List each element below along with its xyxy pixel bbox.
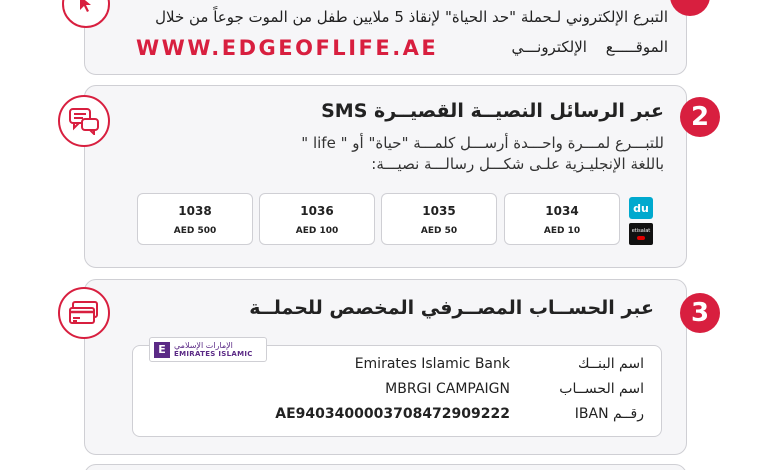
shortcode-amount: AED 100	[295, 226, 339, 236]
shortcode-amount: AED 500	[173, 226, 217, 236]
credit-card-icon	[68, 300, 100, 326]
du-logo-icon	[629, 197, 653, 219]
emirates-islamic-logo	[149, 337, 267, 362]
next-card	[84, 464, 687, 470]
etisalat-label: etisalat	[631, 228, 651, 234]
bank-name-value: Emirates Islamic Bank	[354, 356, 510, 372]
shortcode-amount: AED 50	[420, 226, 458, 236]
mouse-click-icon	[74, 0, 98, 16]
shortcode-number: 1034	[545, 204, 579, 218]
emirates-islamic-mark-icon: E	[154, 342, 170, 358]
account-name-label: اسم الحســاب	[559, 381, 644, 397]
sms-instructions: للتبـــرع لمـــرة واحـــدة أرســـل كلمـــة "حياة" أو " life " باللغة الإنجليـزية علـى شكـــل رسالـــة نصيـــة:	[301, 134, 664, 173]
bank-title: عبر الحســاب المصــرفي المخصص للحملــة	[249, 297, 654, 319]
step-number-3: 3	[680, 293, 720, 333]
shortcode-number: 1035	[422, 204, 456, 218]
bank-icon-badge	[58, 287, 110, 339]
shortcode-amount: AED 10	[543, 226, 581, 236]
online-donation-text-2: الموقـــــع الإلكترونـــي	[511, 38, 668, 56]
shortcode-number: 1038	[178, 204, 212, 218]
chat-bubbles-icon	[68, 107, 100, 135]
shortcode-1035	[381, 193, 497, 245]
logo-english: EMIRATES ISLAMIC	[174, 349, 253, 358]
etisalat-mark	[637, 236, 645, 240]
etisalat-logo-icon	[629, 223, 653, 245]
shortcode-1038	[137, 193, 253, 245]
iban-value: AE9403400003708472909222	[275, 406, 510, 422]
iban-label: رقــم IBAN	[574, 406, 644, 422]
bank-name-label: اسم البنــك	[578, 356, 644, 372]
account-name-value: MBRGI CAMPAIGN	[385, 381, 510, 397]
shortcode-1036	[259, 193, 375, 245]
step-number-2: 2	[680, 97, 720, 137]
shortcode-number: 1036	[300, 204, 334, 218]
logo-arabic: الإمارات الإسلامي	[174, 340, 233, 350]
sms-icon-badge	[58, 95, 110, 147]
online-donation-text: التبرع الإلكتروني لـحملة "حد الحياة" لإنقاذ 5 ملايين طفل من الموت جوعاً من خلال	[155, 8, 668, 26]
du-label: du	[633, 201, 649, 215]
shortcode-1034	[504, 193, 620, 245]
website-link[interactable]: WWW.EDGEOFLIFE.AE	[136, 36, 439, 60]
sms-title: عبر الرسائل النصيــة القصيــرة SMS	[321, 100, 664, 122]
